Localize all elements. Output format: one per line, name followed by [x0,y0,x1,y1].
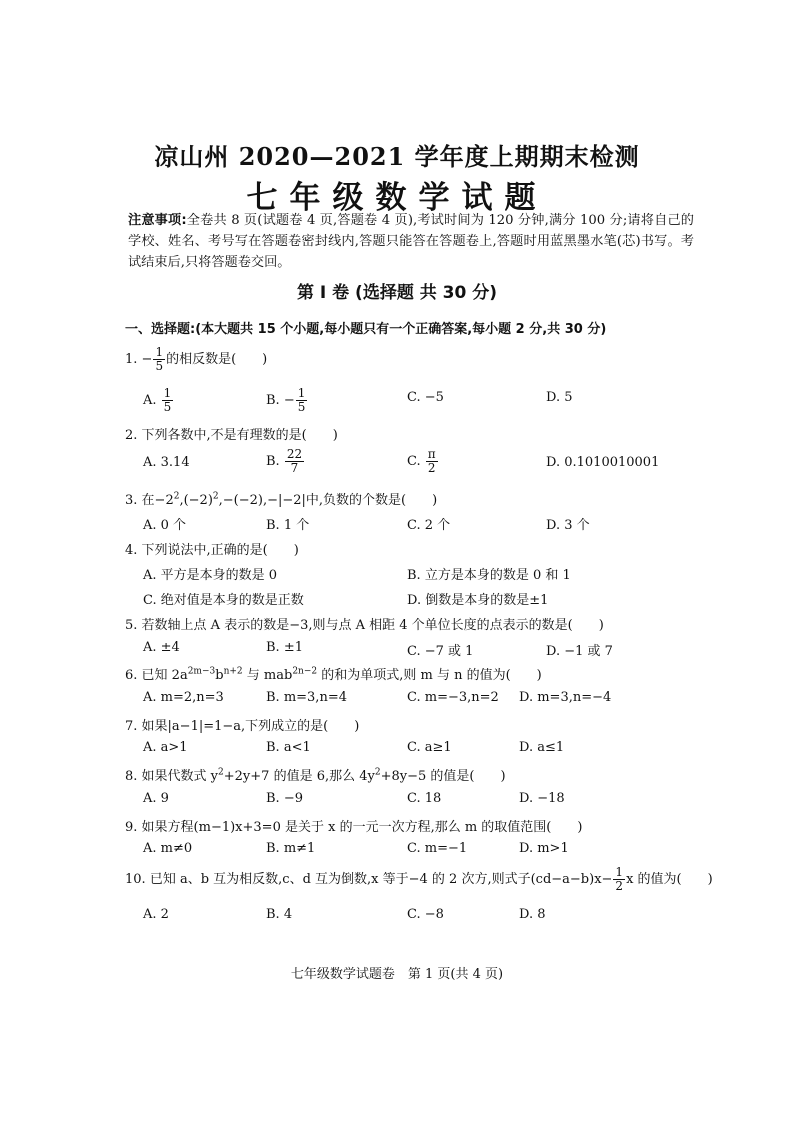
option-b: B. m≠1 [266,841,316,856]
option-c: C. 绝对值是本身的数是正数 [143,593,304,608]
option-a: A. 0 个 [143,518,187,533]
option-d: D. m=3,n=−4 [519,690,612,705]
option-c: C. 18 [407,791,442,806]
notice-text: 全卷共 8 页(试题卷 4 页,答题卷 4 页),考试时间为 120 分钟,满分 100 分;请将自己的学校、姓名、考号写在答题卷密封线内,答题只能答在答题卷上,答题时用蓝黑墨水笔(芯)书写。考试结束后,只将答题卷交回。 [128,213,694,270]
option-d: D. 8 [519,907,546,922]
question-2: 2. 下列各数中,不是有理数的是( ) [125,428,338,443]
option-a: A. 平方是本身的数是 0 [143,568,278,583]
notice-label: 注意事项: [128,213,187,228]
option-d: D. 0.1010010001 [546,455,660,470]
exam-title: 凉山州 2020—2021 学年度上期期末检测 [154,142,640,171]
option-b: B. ±1 [266,640,303,655]
question-7: 7. 如果|a−1|=1−a,下列成立的是( ) [125,719,360,734]
option-b: B. $\frac{22}{7}$ [266,447,303,475]
option-d: D. 5 [546,390,573,405]
option-b: B. 立方是本身的数是 0 和 1 [407,568,571,583]
fraction: $\frac{1}{2}$ [615,865,624,893]
option-d: D. m>1 [519,841,569,856]
option-b: B. −9 [266,791,303,806]
option-a: A. 3.14 [143,455,190,470]
question-9: 9. 如果方程(m−1)x+3=0 是关于 x 的一元一次方程,那么 m 的取值范围( ) [125,820,583,835]
option-d: D. 倒数是本身的数是±1 [407,593,549,608]
option-a: A. $\frac{1}{5}$ [143,386,172,414]
question-8: 8. 如果代数式 $y^2+2y+7$ 的值是 6,那么 $4y^2+8y-5$ 的值是( ) [125,767,506,784]
question-4: 4. 下列说法中,正确的是( ) [125,543,299,558]
option-c: C. m=−1 [407,841,468,856]
option-c: C. −8 [407,907,444,922]
fraction: $\frac{1}{5}$ [155,345,164,373]
option-a: A. 2 [143,907,169,922]
question-5: 5. 若数轴上点 A 表示的数是−3,则与点 A 相距 4 个单位长度的点表示的数是( ) [125,618,604,633]
question-10: 10. 已知 a、b 互为相反数,c、d 互为倒数,x 等于−4 的 2 次方,则式子(cd−a−b)x− $\frac{1}{2}$ x 的值为( ) [125,865,713,893]
option-a: A. 9 [143,791,169,806]
option-d: D. a≤1 [519,740,565,755]
option-d: D. −1 或 7 [546,644,613,659]
question-3: 3. 在$-2^2,(-2)^2,-(-2),-|-2|$中,负数的个数是( ) [125,491,438,508]
option-b: B. m=3,n=4 [266,690,347,705]
option-a: A. m=2,n=3 [143,690,224,705]
option-a: A. a>1 [143,740,188,755]
option-a: A. ±4 [143,640,180,655]
page-footer: 七年级数学试题卷 第 1 页(共 4 页) [290,967,504,982]
option-c: C. $\frac{\pi}{2}$ [407,447,436,475]
option-a: A. m≠0 [143,841,193,856]
question-1: 1. − $\frac{1}{5}$ 的相反数是( ) [125,345,268,373]
option-b: B. 1 个 [266,518,310,533]
option-d: D. 3 个 [546,518,590,533]
option-c: C. −7 或 1 [407,644,474,659]
notice-block [128,210,694,273]
option-c: C. m=−3,n=2 [407,690,499,705]
part-heading: 第 Ⅰ 卷 (选择题 共 30 分) [296,283,498,303]
section-heading: 一、选择题:(本大题共 15 个小题,每小题只有一个正确答案,每小题 2 分,共 30 分) [125,322,607,337]
option-b: B. − $\frac{1}{5}$ [266,386,306,414]
option-c: C. a≥1 [407,740,452,755]
option-b: B. a<1 [266,740,311,755]
question-6: 6. 已知 $2a^{2m-3}b^{n+2}$ 与 mab$^{2n-2}$ 的和为单项式,则 m 与 n 的值为( ) [125,666,542,683]
option-c: C. 2 个 [407,518,451,533]
option-d: D. −18 [519,791,565,806]
exam-subtitle: 七年级数学试题 [246,180,548,216]
option-c: C. −5 [407,390,444,405]
option-b: B. 4 [266,907,293,922]
